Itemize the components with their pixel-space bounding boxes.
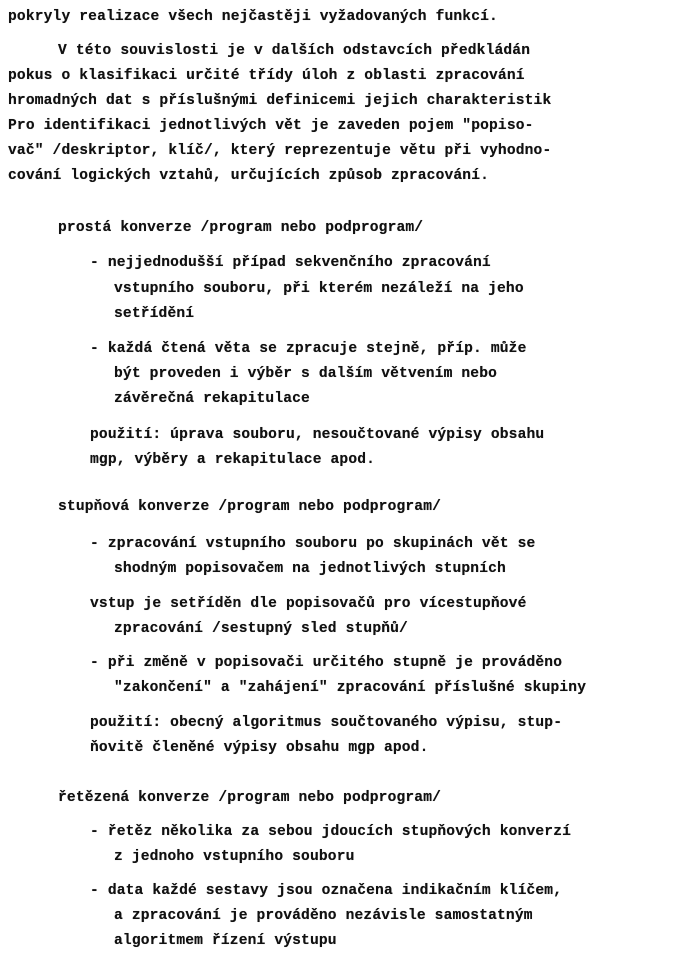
bullet-5-line-2: z jednoho vstupního souboru: [114, 849, 355, 865]
bullet-4-line-1: - při změně v popisovači určitého stupně je prováděno: [90, 655, 563, 671]
bullet-6-line-1: - data každé sestavy jsou označena indikačním klíčem,: [90, 883, 563, 899]
paragraph-line-4: Pro identifikaci jednotlivých vět je zaveden pojem "popiso-: [8, 118, 534, 134]
paragraph-line-3: hromadných dat s příslušnými definicemi jejich charakteristik: [8, 93, 552, 109]
bullet-1-line-3: setřídění: [114, 306, 195, 322]
bullet-2-line-3: závěrečná rekapitulace: [114, 391, 310, 407]
bullet-1-line-1: - nejjednodušší případ sekvenčního zpracování: [90, 255, 491, 271]
section-heading-stupnova-konverze: stupňová konverze /program nebo podprogram/: [58, 499, 442, 515]
paragraph-line-5: vač" /deskriptor, klíč/, který reprezentuje větu při vyhodno-: [8, 143, 552, 159]
paragraph-line-6: cování logických vztahů, určujících způsob zpracování.: [8, 168, 490, 184]
usage-2-line-1: použití: obecný algoritmus součtovaného výpisu, stup-: [90, 715, 563, 731]
bullet-2-line-1: - každá čtená věta se zpracuje stejně, příp. může: [90, 341, 527, 357]
usage-2-line-2: ňovitě členěné výpisy obsahu mgp apod.: [90, 740, 429, 756]
bullet-3-line-2: shodným popisovačem na jednotlivých stupních: [114, 561, 506, 577]
bullet-3-line-1: - zpracování vstupního souboru po skupinách vět se: [90, 536, 536, 552]
usage-1-line-2: mgp, výběry a rekapitulace apod.: [90, 452, 376, 468]
bullet-1-line-2: vstupního souboru, při kterém nezáleží na jeho: [114, 281, 524, 297]
paragraph-line-1: V této souvislosti je v dalších odstavcích předkládán: [58, 43, 531, 59]
paragraph-line-2: pokus o klasifikaci určité třídy úloh z oblasti zpracování: [8, 68, 525, 84]
bullet-4-line-2: "zakončení" a "zahájení" zpracování příslušné skupiny: [114, 680, 587, 696]
usage-1-line-1: použití: úprava souboru, nesoučtované výpisy obsahu: [90, 427, 545, 443]
bullet-6-line-3: algoritmem řízení výstupu: [114, 933, 337, 949]
bullet-5-line-1: - řetěz několika za sebou jdoucích stupňových konverzí: [90, 824, 572, 840]
bullet-2-line-2: být proveden i výběr s dalším větvením nebo: [114, 366, 498, 382]
note-line-2: zpracování /sestupný sled stupňů/: [114, 621, 408, 637]
section-heading-prosta-konverze: prostá konverze /program nebo podprogram/: [58, 220, 424, 236]
bullet-6-line-2: a zpracování je prováděno nezávisle samostatným: [114, 908, 533, 924]
intro-line: pokryly realizace všech nejčastěji vyžadovaných funkcí.: [8, 9, 498, 25]
section-heading-retezena-konverze: řetězená konverze /program nebo podprogram/: [58, 790, 442, 806]
note-line-1: vstup je setříděn dle popisovačů pro vícestupňové: [90, 596, 527, 612]
